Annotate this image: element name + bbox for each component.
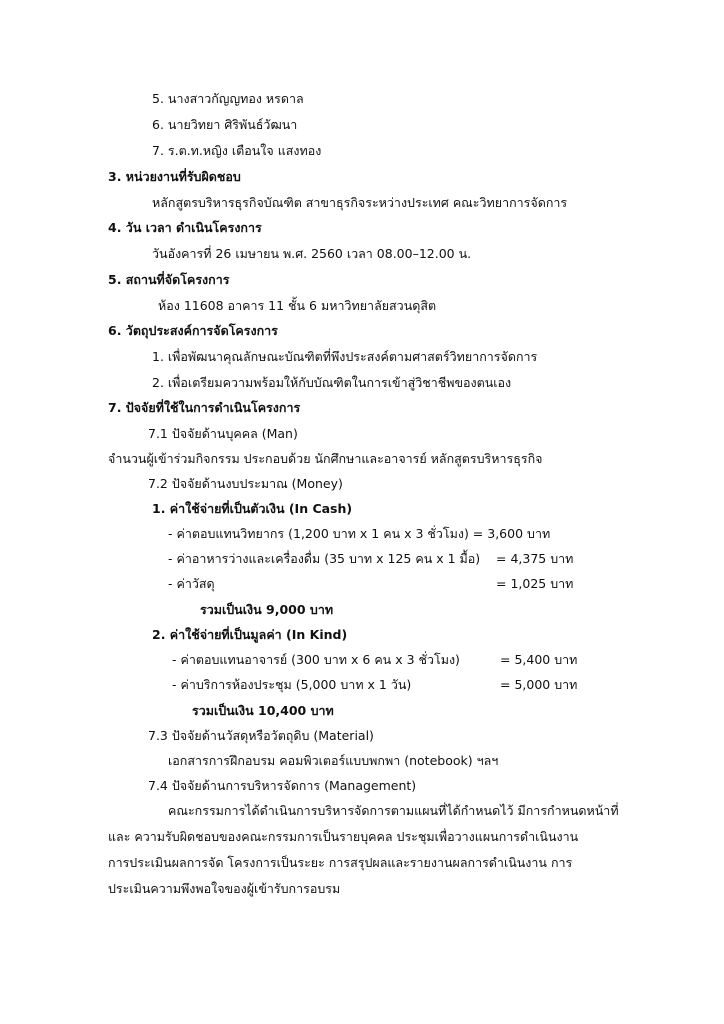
in-kind-cost-amount: = 5,400 บาท <box>500 652 578 667</box>
factor-material-body: เอกสารการฝึกอบรม คอมพิวเตอร์แบบพกพา (notebook) ฯลฯ <box>168 753 499 768</box>
in-kind-cost-row: - ค่าตอบแทนอาจารย์ (300 บาท x 6 คน x 3 ชั่วโมง) <box>172 652 460 667</box>
section-4-heading: 4. วัน เวลา ดำเนินโครงการ <box>108 220 262 235</box>
section-5-body: ห้อง 11608 อาคาร 11 ชั้น 6 มหาวิทยาลัยสวนดุสิต <box>158 298 437 313</box>
cash-cost-amount: = 4,375 บาท <box>496 551 574 566</box>
member-item-5: 5. นางสาวกัญญทอง หรดาล <box>152 91 304 106</box>
in-kind-cost-amount: = 5,000 บาท <box>500 677 578 692</box>
in-kind-cost-row: - ค่าบริการห้องประชุม (5,000 บาท x 1 วัน) <box>172 677 412 692</box>
member-item-6: 6. นายวิทยา ศิริพันธ์วัฒนา <box>152 117 298 132</box>
cash-cost-row: - ค่าตอบแทนวิทยากร (1,200 บาท x 1 คน x 3 ชั่วโมง) = 3,600 บาท <box>168 526 551 541</box>
section-3-body: หลักสูตรบริหารธุรกิจบัณฑิต สาขาธุรกิจระหว่างประเทศ คณะวิทยาการจัดการ <box>152 195 568 210</box>
management-paragraph-line: ประเมินความพึงพอใจของผู้เข้ารับการอบรม <box>108 881 341 896</box>
in-kind-cost-title: 2. ค่าใช้จ่ายที่เป็นมูลค่า (In Kind) <box>152 627 348 642</box>
objective-item-1: 1. เพื่อพัฒนาคุณลักษณะบัณฑิตที่พึงประสงค์ตามศาสตร์วิทยาการจัดการ <box>152 349 538 364</box>
cash-cost-title: 1. ค่าใช้จ่ายที่เป็นตัวเงิน (In Cash) <box>152 501 353 516</box>
management-paragraph-line: คณะกรรมการได้ดำเนินการบริหารจัดการตามแผนที่ได้กำหนดไว้ มีการกำหนดหน้าที่ <box>168 803 619 818</box>
factor-management-title: 7.4 ปัจจัยด้านการบริหารจัดการ (Management) <box>148 778 417 793</box>
in-kind-total: รวมเป็นเงิน 10,400 บาท <box>192 703 334 718</box>
factor-man-title: 7.1 ปัจจัยด้านบุคคล (Man) <box>148 426 298 441</box>
factor-material-title: 7.3 ปัจจัยด้านวัสดุหรือวัตถุดิบ (Material) <box>148 728 374 743</box>
section-7-heading: 7. ปัจจัยที่ใช้ในการดำเนินโครงการ <box>108 400 301 415</box>
objective-item-2: 2. เพื่อเตรียมความพร้อมให้กับบัณฑิตในการเข้าสู่วิชาชีพของตนเอง <box>152 375 512 390</box>
cash-cost-row: - ค่าวัสดุ <box>168 576 215 591</box>
section-5-heading: 5. สถานที่จัดโครงการ <box>108 272 230 287</box>
management-paragraph-line: และ ความรับผิดชอบของคณะกรรมการเป็นรายบุคคล ประชุมเพื่อวางแผนการดำเนินงาน <box>108 829 579 844</box>
cash-total: รวมเป็นเงิน 9,000 บาท <box>200 602 334 617</box>
factor-money-title: 7.2 ปัจจัยด้านงบประมาณ (Money) <box>148 476 343 491</box>
factor-man-body: จำนวนผู้เข้าร่วมกิจกรรม ประกอบด้วย นักศึกษาและอาจารย์ หลักสูตรบริหารธุรกิจ <box>108 451 543 466</box>
section-4-body: วันอังคารที่ 26 เมษายน พ.ศ. 2560 เวลา 08.00–12.00 น. <box>152 246 472 261</box>
management-paragraph-line: การประเมินผลการจัด โครงการเป็นระยะ การสรุปผลและรายงานผลการดำเนินงาน การ <box>108 855 573 870</box>
cash-cost-amount: = 1,025 บาท <box>496 576 574 591</box>
section-6-heading: 6. วัตถุประสงค์การจัดโครงการ <box>108 323 278 338</box>
member-item-7: 7. ร.ต.ท.หญิง เตือนใจ แสงทอง <box>152 143 322 158</box>
cash-cost-row: - ค่าอาหารว่างและเครื่องดื่ม (35 บาท x 125 คน x 1 มื้อ) <box>168 551 481 566</box>
section-3-heading: 3. หน่วยงานที่รับผิดชอบ <box>108 169 241 184</box>
